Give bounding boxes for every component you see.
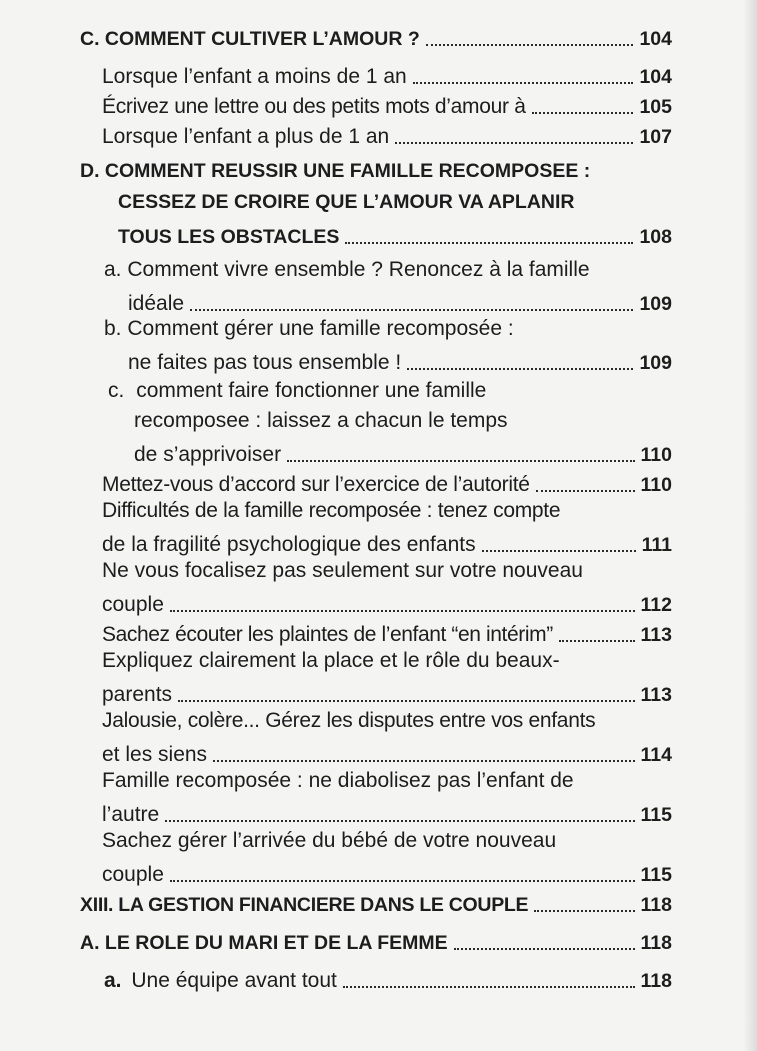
toc-entry-label: C. COMMENT CULTIVER L’AMOUR ? — [80, 28, 420, 50]
toc-entry-label: couple — [102, 593, 164, 616]
toc-leader-dots — [395, 142, 633, 144]
toc-page-number: 110 — [640, 474, 672, 496]
toc-entry-label: Lorsque l’enfant a plus de 1 an — [102, 125, 390, 148]
toc-subentry-text: Une équipe avant tout — [131, 969, 337, 992]
toc-entry-label: A. LE ROLE DU MARI ET DE LA FEMME — [80, 932, 448, 954]
page-edge-shadow — [743, 0, 757, 1051]
toc-leader-dots — [407, 368, 633, 370]
toc-entry-a — [80, 926, 672, 956]
toc-page-number: 109 — [639, 293, 672, 315]
toc-entry-line1: Sachez gérer l’arrivée du bébé de votre nouveau — [102, 829, 557, 852]
toc-entry — [102, 528, 672, 558]
toc-entry-line1: Ne vous focalisez pas seulement sur votre nouveau — [102, 559, 583, 582]
toc-entry — [102, 60, 672, 90]
toc-subentry-text: Comment gérer une famille recomposée : — [127, 317, 514, 340]
toc-entry-label: ne faites pas tous ensemble ! — [128, 351, 402, 374]
toc-entry — [102, 120, 672, 150]
toc-page-number: 118 — [640, 970, 672, 992]
toc-subentry-a-team — [104, 964, 672, 994]
toc-subentry-marker: a. — [104, 969, 122, 992]
toc-leader-dots — [165, 820, 634, 822]
toc-leader-dots — [536, 490, 635, 492]
toc-leader-dots — [559, 640, 635, 642]
toc-entry — [102, 90, 672, 120]
toc-page-number: 104 — [639, 66, 672, 88]
toc-entry-label: Sachez écouter les plaintes de l’enfant “en intérim” — [102, 623, 553, 646]
toc-subentry-text: Comment vivre ensemble ? Renoncez à la famille — [127, 258, 590, 281]
toc-page-number: 114 — [640, 744, 672, 766]
toc-entry-label — [104, 968, 337, 994]
toc-leader-dots — [213, 760, 634, 762]
toc-entry-d-line2: CESSEZ DE CROIRE QUE L’AMOUR VA APLANIR — [118, 191, 575, 213]
toc-page-number: 118 — [640, 894, 672, 916]
toc-leader-dots — [190, 309, 633, 311]
toc-subentry-c — [134, 438, 672, 468]
toc-subentry-marker: b. — [104, 317, 122, 340]
toc-leader-dots — [482, 550, 636, 552]
toc-entry-label: TOUS LES OBSTACLES — [118, 226, 340, 248]
toc-page-number: 110 — [640, 444, 672, 466]
toc-entry-label: Mettez-vous d’accord sur l’exercice de l’autorité — [102, 473, 530, 496]
toc-leader-dots — [287, 460, 634, 462]
toc-entry-c — [80, 22, 672, 52]
toc-entry-label: de la fragilité psychologique des enfants — [102, 533, 476, 556]
toc-page-number: 115 — [640, 864, 672, 886]
toc-entry-line1: Expliquez clairement la place et le rôle du beaux- — [102, 649, 560, 672]
toc-page-number: 107 — [639, 126, 672, 148]
toc-page-number: 113 — [640, 624, 672, 646]
toc-entry-line1: Jalousie, colère... Gérez les disputes entre vos enfants — [102, 709, 596, 732]
toc-subentry-a — [128, 287, 672, 317]
toc-entry-d-line1: D. COMMENT REUSSIR UNE FAMILLE RECOMPOSEE : — [80, 160, 591, 182]
toc-leader-dots — [170, 610, 635, 612]
toc-leader-dots — [170, 880, 635, 882]
toc-page-number: 108 — [639, 226, 672, 248]
toc-leader-dots — [454, 948, 635, 950]
toc-entry-d — [118, 220, 672, 250]
toc-entry — [102, 738, 672, 768]
toc-entry-label: Écrivez une lettre ou des petits mots d’amour à — [102, 95, 526, 118]
toc-page-number: 112 — [640, 594, 672, 616]
toc-leader-dots — [534, 910, 634, 912]
toc-entry-line1: Difficultés de la famille recomposée : tenez compte — [102, 499, 561, 522]
toc-page-number: 111 — [641, 534, 672, 556]
toc-page-number: 113 — [640, 684, 672, 706]
toc-chapter-xiii — [80, 888, 672, 918]
toc-subentry-text: comment faire fonctionner une famille — [136, 379, 487, 402]
toc-entry-label: Lorsque l’enfant a moins de 1 an — [102, 65, 407, 88]
toc-leader-dots — [345, 242, 633, 244]
toc-leader-dots — [532, 112, 634, 114]
toc-entry — [102, 858, 672, 888]
toc-page-number: 109 — [639, 352, 672, 374]
toc-entry — [102, 468, 672, 498]
toc-subentry-marker: c. — [108, 379, 125, 402]
toc-page-number: 118 — [640, 932, 672, 954]
toc-page-number: 105 — [639, 96, 672, 118]
toc-entry — [102, 618, 672, 648]
toc-page-number: 115 — [640, 804, 672, 826]
toc-entry-label: l’autre — [102, 803, 160, 826]
toc-entry-label: XIII. LA GESTION FINANCIERE DANS LE COUPLE — [80, 894, 529, 916]
toc-page-number: 104 — [639, 28, 672, 50]
toc-subentry-c-line1 — [108, 378, 486, 408]
toc-entry-label: couple — [102, 863, 164, 886]
toc-leader-dots — [426, 44, 634, 46]
toc-subentry-b-line1 — [104, 316, 514, 346]
toc-leader-dots — [343, 986, 635, 988]
toc-subentry-c-line2: recomposee : laissez a chacun le temps — [134, 409, 508, 432]
toc-subentry-b — [128, 346, 672, 376]
toc-entry-label: et les siens — [102, 743, 208, 766]
toc-entry-label: de s’apprivoiser — [134, 443, 282, 466]
toc-entry — [102, 588, 672, 618]
toc-entry — [102, 678, 672, 708]
toc-entry-label: idéale — [128, 292, 185, 315]
toc-subentry-a-line1 — [104, 257, 590, 287]
toc-entry — [102, 798, 672, 828]
toc-subentry-marker: a. — [104, 258, 122, 281]
toc-entry-line1: Famille recomposée : ne diabolisez pas l’enfant de — [102, 769, 574, 792]
toc-leader-dots — [413, 82, 634, 84]
toc-leader-dots — [178, 700, 634, 702]
toc-entry-label: parents — [102, 683, 173, 706]
